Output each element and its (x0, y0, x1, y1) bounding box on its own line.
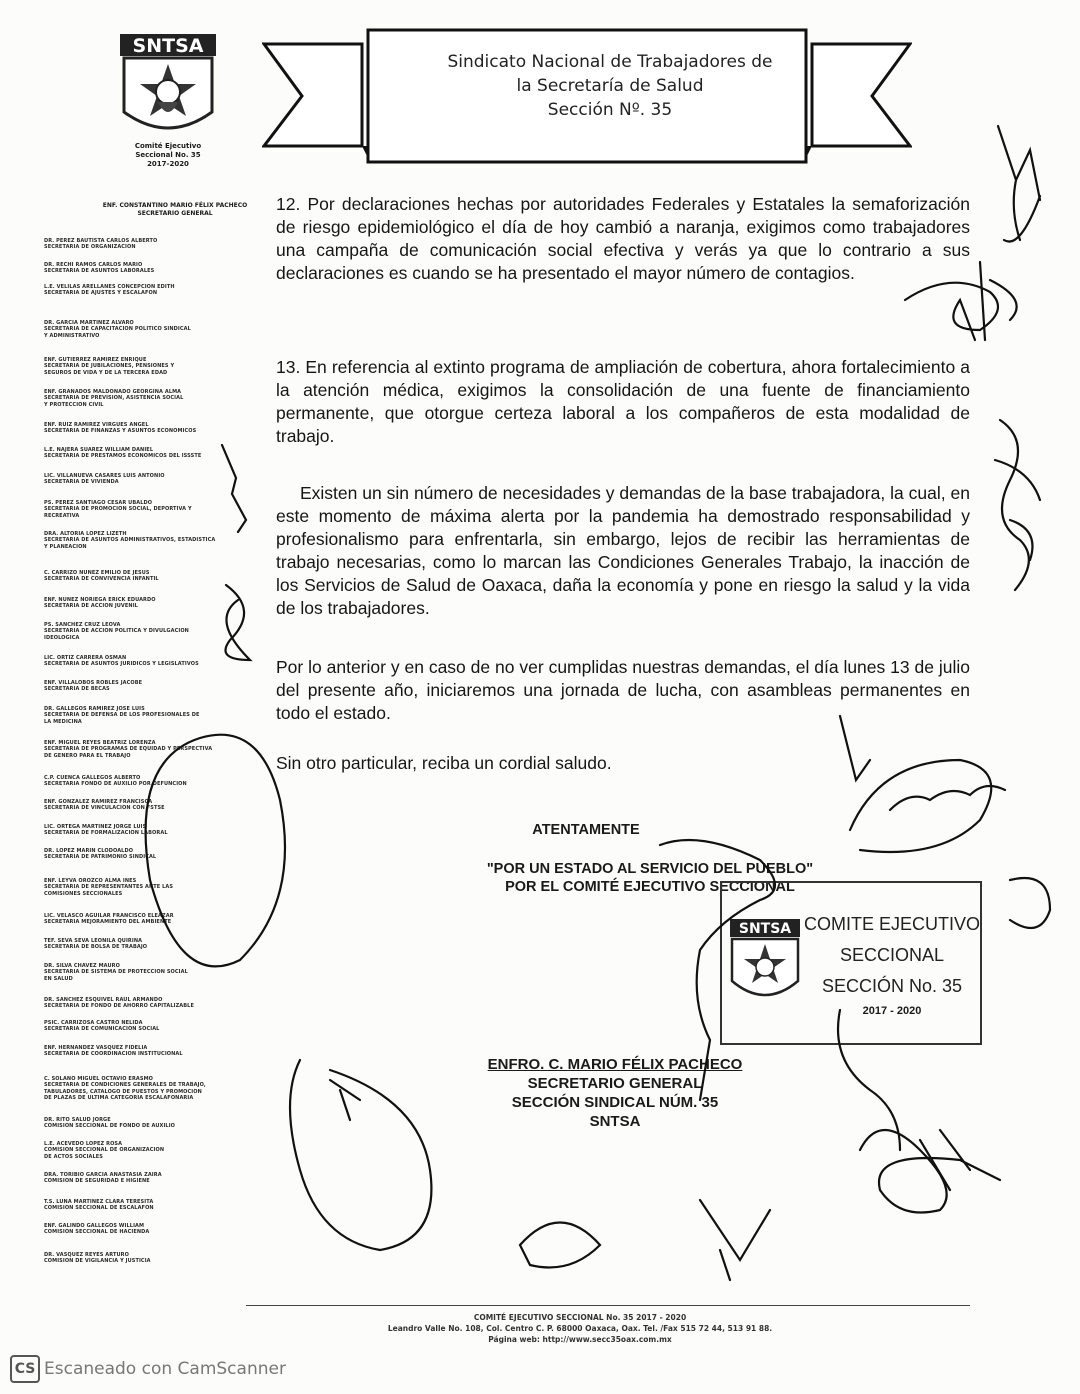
secretario-title: SECRETARIO GENERAL (137, 210, 213, 217)
committee-member (44, 997, 219, 1010)
committee-member (44, 284, 219, 297)
member-name: DR. GARCÍA MARTÍNEZ ALVARO (44, 320, 134, 326)
member-role: SECRETARÍA DE ASUNTOS JURÍDICOS Y LEGISLATIVOS (44, 661, 199, 668)
member-name: DR. SÁNCHEZ ESQUIVEL RAÚL ARMANDO (44, 997, 163, 1003)
member-name: DR. VÁSQUEZ REYES ARTURO (44, 1252, 129, 1258)
atentamente: ATENTAMENTE (532, 822, 640, 838)
member-name: L.E. ACEVEDO LÓPEZ ROSA (44, 1141, 123, 1147)
member-role: SECRETARÍA DE FONDO DE AHORRO CAPITALIZABLE (44, 1003, 194, 1010)
member-role: SECRETARÍA DE ACCIÓN JUVENIL (44, 603, 138, 610)
footer-address: Leandro Valle No. 108, Col. Centro C. P. 68000 Oaxaca, Oax. Tel. /Fax 515 72 44, 513 91 88. (387, 1324, 773, 1333)
member-role: DE ACTOS SOCIALES (44, 1153, 104, 1160)
signer-title: SECRETARIO GENERAL (527, 1075, 703, 1092)
member-role: COMISIÓN SECCIONAL DE ESCALAFÓN (44, 1205, 154, 1212)
member-role: COMISIÓN SECCIONAL DE ORGANIZACIÓN (44, 1147, 165, 1154)
committee-member (44, 389, 219, 408)
member-name: ENF. MIGUEL REYES BEATRIZ LORENZA (44, 740, 156, 746)
member-name: ENF. GRANADOS MALDONADO GEORGINA ALMA (44, 389, 182, 395)
committee-member (44, 775, 219, 788)
committee-member (44, 1252, 219, 1265)
paragraph-lunes: Por lo anterior y en caso de no ver cumplidas nuestras demandas, el día lunes 13 de julio del presente año, iniciaremos una jornada de lucha, con asambleas permanentes en todo el estado. (276, 657, 970, 723)
member-name: DRA. TORIBIO GARCÍA ANASTASIA ZAIRA (44, 1172, 162, 1178)
member-role: EN SALUD (44, 975, 73, 982)
stamp-line: SECCIONAL (839, 945, 945, 965)
committee-member (44, 320, 219, 339)
committee-member (44, 848, 219, 861)
stamp-line: COMITE EJECUTIVO (804, 914, 981, 934)
member-role: SECRETARÍA DE JUBILACIONES, PENSIONES Y (44, 363, 175, 370)
committee-member (44, 938, 219, 951)
member-role: DE PLAZAS DE ÚLTIMA CATEGORÍA ESCALAFONARIA (44, 1095, 194, 1102)
member-role: SECRETARÍA DE ASUNTOS ADMINISTRATIVOS, ESTADÍSTICA (44, 537, 216, 544)
lema-line-1: "POR UN ESTADO AL SERVICIO DEL PUEBLO" (486, 861, 814, 877)
official-stamp (720, 881, 982, 1045)
member-name: DR. LÓPEZ MARÍN CLODOALDO (44, 848, 134, 854)
committee-member (44, 878, 219, 897)
committee-member (44, 680, 219, 693)
member-role: COMISIONES SECCIONALES (44, 890, 123, 897)
ribbon-title (370, 50, 850, 122)
footer-line-1: COMITÉ EJECUTIVO SECCIONAL No. 35 2017 - 2020 (473, 1313, 687, 1322)
member-name: PSIC. CARRIZOSA CASTRO NELIDA (44, 1020, 143, 1026)
member-role: SECRETARÍA DE ACCIÓN POLÍTICA Y DIVULGACIÓN (44, 628, 189, 635)
member-role: SECRETARÍA DE PROGRAMAS DE EQUIDAD Y PERSPECTIVA (44, 746, 213, 753)
committee-member (44, 1076, 219, 1102)
member-role: SECRETARÍA DE CONDICIONES GENERALES DE TRABAJO, (44, 1082, 206, 1089)
committee-member (44, 570, 219, 583)
member-role: SECRETARÍA DE REPRESENTANTES ANTE LAS (44, 884, 174, 891)
committee-member (44, 1141, 219, 1160)
member-role: SECRETARÍA DE CONVIVENCIA INFANTIL (44, 576, 159, 583)
signer-union: SNTSA (589, 1113, 641, 1130)
svg-text:SNTSA: SNTSA (738, 921, 792, 937)
footer-website: Página web: http://www.secc35oax.com.mx (488, 1335, 672, 1344)
member-role: SECRETARÍA DE DEFENSA DE LOS PROFESIONALES DE (44, 712, 200, 719)
member-name: DR. PÉREZ BAUTISTA CARLOS ALBERTO (44, 238, 158, 244)
camscanner-watermark (10, 1354, 286, 1384)
member-role: SECRETARÍA DE PREVISIÓN, ASISTENCIA SOCIAL (44, 395, 184, 402)
committee-member (44, 622, 219, 641)
member-role: SECRETARÍA DE ORGANIZACIÓN (44, 244, 136, 251)
sntsa-logo (118, 32, 218, 144)
signer-section: SECCIÓN SINDICAL NÚM. 35 (511, 1094, 719, 1111)
member-name: DR. RECHI RAMOS CARLOS MARIO (44, 262, 143, 268)
committee-member (44, 238, 219, 251)
member-role: LA MEDICINA (44, 718, 82, 725)
member-role: COMISIÓN DE SEGURIDAD E HIGIENE (44, 1178, 150, 1185)
stamp-line: SECCIÓN No. 35 (821, 976, 963, 996)
footer-divider (246, 1305, 970, 1306)
committee-member (44, 473, 219, 486)
stamp-logo (728, 917, 802, 1009)
member-role: SECRETARÍA DE VINCULACIÓN CON FSTSE (44, 805, 165, 812)
secretario-name: ENF. CONSTANTINO MARIO FÉLIX PACHECO (102, 202, 248, 209)
committee-member (44, 1117, 219, 1130)
committee-member (44, 706, 219, 725)
member-role: RECREATIVA (44, 512, 80, 519)
member-name: ENF. HERNÁNDEZ VÁSQUEZ FIDELIA (44, 1045, 148, 1051)
caption-line: Seccional No. 35 (135, 151, 201, 159)
member-role: SECRETARÍA FONDO DE AUXILIO POR DEFUNCIÓN (44, 781, 187, 788)
member-role: SECRETARÍA DE BECAS (44, 686, 110, 693)
paragraph-12: 12. Por declaraciones hechas por autoridades Federales y Estatales la semaforización de riesgo epidemiológico el día de hoy cambió a naranja, exigimos como trabajadores una campaña de comunicación social efectiva y verás ya que lo contrario a sus declaraciones es cuando se ha presentado el mayor número de contagios. (276, 194, 970, 283)
caption-line: Comité Ejecutivo (134, 142, 202, 150)
caption-line: 2017-2020 (147, 160, 189, 168)
member-name: T.S. LUNA MARTÍNEZ CLARA TERESITA (44, 1199, 154, 1205)
stamp-years: 2017 - 2020 (862, 1005, 922, 1017)
member-name: DR. SILVA CHÁVEZ MAURO (44, 963, 120, 969)
committee-member (44, 1199, 219, 1212)
member-role: SECRETARÍA DE PRÉSTAMOS ECONÓMICOS DEL ISSSTE (44, 453, 202, 460)
ribbon-line: la Secretaría de Salud (516, 76, 704, 96)
member-role: SECRETARÍA DE ASUNTOS LABORALES (44, 268, 155, 275)
member-name: TEF. SEVA SEVA LEONILA QUIRINA (44, 938, 143, 944)
member-name: C. SOLANO MIGUEL OCTAVIO ERASMO (44, 1076, 153, 1082)
signature-block (430, 1055, 800, 1131)
member-role: Y ADMINISTRATIVO (44, 332, 100, 339)
member-name: L.E. VELILAS ARELLANES CONCEPCIÓN EDITH (44, 284, 175, 290)
member-name: ENF. VILLALOBOS ROBLES JACOBE (44, 680, 143, 686)
paragraph-existen: Existen un sin número de necesidades y demandas de la base trabajadora, la cual, en este momento de máxima alerta por la pandemia ha demostrado responsabilidad y profesionalismo para enfrentarla, sin embargo, lejos de recibir las herramientas de trabajo necesarias, como lo marcan las Condiciones Generales Trabajo, la inacción de los Servicios de Salud de Oaxaca, daña la economía y pone en riesgo la salud y la vida de los trabajadores. (276, 483, 970, 618)
committee-member (44, 262, 219, 275)
committee-member (44, 655, 219, 668)
member-role: DE GÉNERO PARA EL TRABAJO (44, 752, 131, 759)
stamp-text (804, 909, 980, 1002)
committee-member (44, 597, 219, 610)
member-role: SECRETARÍA MEJORAMIENTO DEL AMBIENTE (44, 919, 172, 926)
lema-line-2: POR EL COMITÉ EJECUTIVO SECCIONAL (505, 879, 795, 895)
committee-member (44, 500, 219, 519)
member-role: TABULADORES, CATÁLOGO DE PUESTOS Y PROMOCIÓN (44, 1088, 202, 1095)
ribbon-line: Sección Nº. 35 (547, 100, 673, 120)
committee-member (44, 963, 219, 982)
member-name: LIC. VILLANUEVA CASARES LUIS ANTONIO (44, 473, 165, 479)
committee-member (44, 799, 219, 812)
member-role: SECRETARÍA DE VIVIENDA (44, 479, 119, 486)
paragraph-13: 13. En referencia al extinto programa de ampliación de cobertura, ahora fortalecimiento a la atención médica, exigimos la consolidación de una fuente de financiamiento permanente, que otorgue certeza laboral a los compañeros de esta modalidad de trabajo. (276, 357, 970, 446)
member-role: SECRETARÍA DE PROMOCIÓN SOCIAL, DEPORTIVA Y (44, 506, 192, 513)
member-role: SECRETARÍA DE SISTEMA DE PROTECCIÓN SOCIAL (44, 969, 188, 976)
secretario-general-label (90, 202, 260, 218)
member-role: SECRETARÍA DE FINANZAS Y ASUNTOS ECONÓMICOS (44, 428, 197, 435)
committee-member (44, 357, 219, 376)
member-name: DR. RITO SALUD JORGE (44, 1117, 111, 1123)
member-name: LIC. ORTIZ CARRERA OSMAN (44, 655, 127, 661)
member-role: SECRETARÍA DE COORDINACIÓN INSTITUCIONAL (44, 1051, 183, 1058)
member-name: ENF. LEYVA OROZCO ALMA INÉS (44, 878, 137, 884)
member-name: C. CARRIZO NÚÑEZ EMILIO DE JESÚS (44, 570, 150, 576)
member-name: L.E. NÁJERA SUÁREZ WILLIAM DANIEL (44, 447, 154, 453)
member-role: COMISIÓN DE VIGILANCIA Y JUSTICIA (44, 1258, 151, 1265)
member-name: ENF. GUTIÉRREZ RAMÍREZ ENRIQUE (44, 357, 147, 363)
member-role: Y PLANEACIÓN (44, 543, 87, 550)
member-name: PS. SÁNCHEZ CRUZ LEOVA (44, 622, 121, 628)
member-role: SECRETARÍA DE FORMALIZACIÓN LABORAL (44, 830, 168, 837)
committee-member (44, 824, 219, 837)
member-role: SECRETARÍA DE COMUNICACIÓN SOCIAL (44, 1026, 160, 1033)
signer-name: ENFRO. C. MARIO FÉLIX PACHECO (487, 1056, 743, 1073)
member-name: ENF. NÚÑEZ NORIEGA ERICK EDUARDO (44, 597, 156, 603)
member-role: SEGUROS DE VIDA Y DE LA TERCERA EDAD (44, 369, 168, 376)
footer (300, 1312, 860, 1345)
member-role: Y PROTECCIÓN CIVIL (44, 401, 104, 408)
member-role: COMISIÓN SECCIONAL DE FONDO DE AUXILIO (44, 1123, 176, 1130)
camscanner-label: Escaneado con CamScanner (44, 1359, 286, 1379)
committee-member (44, 740, 219, 759)
committee-member (44, 531, 219, 550)
member-role: SECRETARÍA DE CAPACITACIÓN POLÍTICO SINDICAL (44, 326, 191, 333)
member-name: LIC. ORTEGA MARTÍNEZ JORGE LUIS (44, 824, 147, 830)
committee-member (44, 1020, 219, 1033)
member-role: IDEOLÓGICA (44, 634, 80, 641)
member-name: C.P. CUENCA GALLEGOS ALBERTO (44, 775, 141, 781)
committee-member (44, 1045, 219, 1058)
member-name: DRA. ALTORIA LÓPEZ LIZETH (44, 531, 127, 537)
paragraph-saludo: Sin otro particular, reciba un cordial saludo. (276, 753, 612, 773)
camscanner-icon: CS (10, 1355, 40, 1383)
logo-caption (98, 142, 238, 169)
member-role: SECRETARÍA DE BOLSA DE TRABAJO (44, 944, 148, 951)
committee-member (44, 1172, 219, 1185)
member-name: LIC. VELASCO AGUILAR FRANCISCO ELEAZAR (44, 913, 174, 919)
committee-member (44, 1223, 219, 1236)
ribbon-line: Sindicato Nacional de Trabajadores de (447, 52, 773, 72)
svg-text:SNTSA: SNTSA (132, 35, 204, 57)
member-role: COMISIÓN SECCIONAL DE HACIENDA (44, 1229, 150, 1236)
member-role: SECRETARÍA DE PATRIMONIO SINDICAL (44, 854, 157, 861)
member-name: ENF. GALINDO GALLEGOS WILLIAM (44, 1223, 145, 1229)
member-role: SECRETARÍA DE AJUSTES Y ESCALAFÓN (44, 290, 158, 297)
committee-member (44, 913, 219, 926)
committee-member (44, 447, 219, 460)
member-name: ENF. RUIZ RAMÍREZ VIRGUES ÁNGEL (44, 422, 149, 428)
committee-member (44, 422, 219, 435)
member-name: ENF. GONZÁLEZ RAMÍREZ FRANCISCA (44, 799, 153, 805)
member-name: DR. GALLEGOS RAMÍREZ JOSÉ LUIS (44, 706, 145, 712)
member-name: PS. PÉREZ SANTIAGO CESAR UBALDO (44, 500, 153, 506)
